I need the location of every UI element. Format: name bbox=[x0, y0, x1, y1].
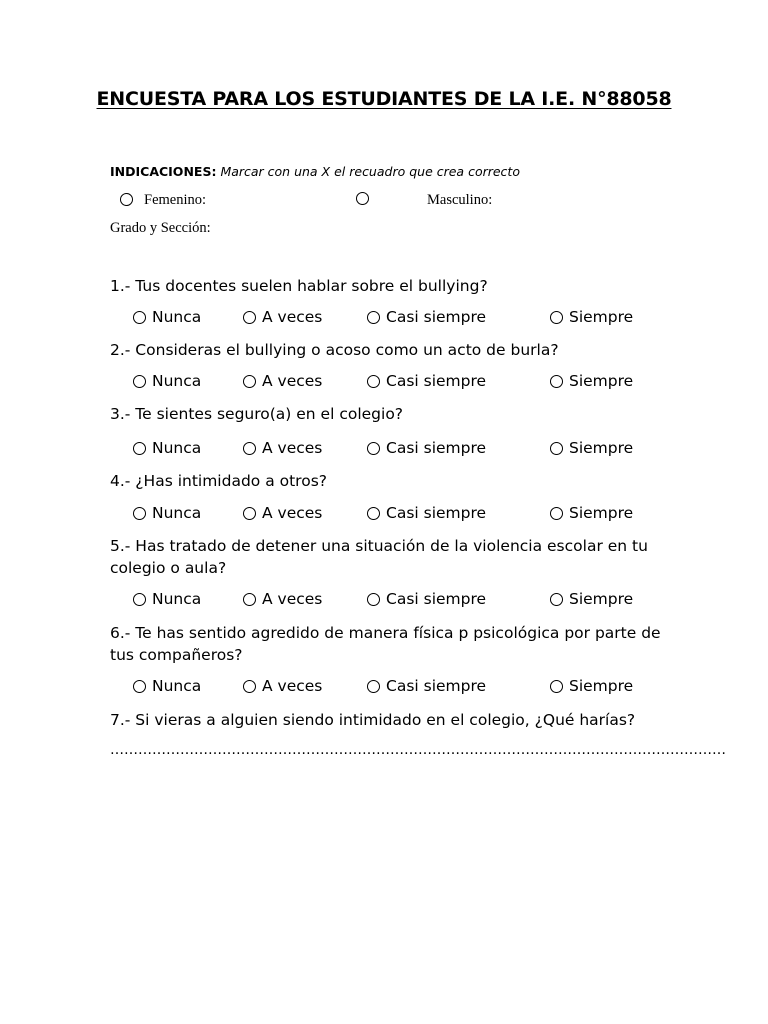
q6-option-siempre[interactable] bbox=[550, 677, 633, 695]
option-label: A veces bbox=[262, 308, 323, 326]
question-6: 6.- Te has sentido agredido de manera física p psicológica por parte de tus compañeros? bbox=[110, 624, 661, 664]
q5-option-a-veces[interactable] bbox=[243, 590, 322, 608]
q6-option-nunca[interactable] bbox=[133, 677, 201, 695]
option-label: A veces bbox=[262, 439, 323, 457]
q3-option-nunca[interactable] bbox=[133, 439, 201, 457]
radio-icon[interactable] bbox=[550, 680, 563, 693]
option-label: Siempre bbox=[569, 590, 634, 608]
radio-icon[interactable] bbox=[243, 442, 256, 455]
question-7: 7.- Si vieras a alguien siendo intimidado en el colegio, ¿Qué harías? bbox=[110, 711, 636, 729]
instructions-label: INDICACIONES: bbox=[110, 164, 217, 179]
q6-option-casi-siempre[interactable] bbox=[367, 677, 486, 695]
q1-option-a-veces[interactable] bbox=[243, 308, 322, 326]
question-3: 3.- Te sientes seguro(a) en el colegio? bbox=[110, 405, 404, 423]
option-label: Casi siempre bbox=[386, 504, 487, 522]
option-label: Casi siempre bbox=[386, 677, 487, 695]
radio-icon[interactable] bbox=[550, 507, 563, 520]
radio-icon[interactable] bbox=[133, 375, 146, 388]
q2-option-nunca[interactable] bbox=[133, 372, 201, 390]
option-label: Siempre bbox=[569, 372, 634, 390]
option-label: Casi siempre bbox=[386, 372, 487, 390]
radio-icon[interactable] bbox=[133, 311, 146, 324]
option-label: A veces bbox=[262, 504, 323, 522]
q6-option-a-veces[interactable] bbox=[243, 677, 322, 695]
q5-option-nunca[interactable] bbox=[133, 590, 201, 608]
option-label: A veces bbox=[262, 677, 323, 695]
male-label: Masculino: bbox=[427, 192, 493, 208]
radio-icon[interactable] bbox=[550, 375, 563, 388]
radio-icon[interactable] bbox=[550, 311, 563, 324]
q4-option-siempre[interactable] bbox=[550, 504, 633, 522]
question-4: 4.- ¿Has intimidado a otros? bbox=[110, 472, 327, 490]
question-5: 5.- Has tratado de detener una situación de la violencia escolar en tu colegio o aula? bbox=[110, 537, 648, 577]
radio-icon[interactable] bbox=[367, 593, 380, 606]
option-label: Nunca bbox=[152, 504, 202, 522]
q5-option-siempre[interactable] bbox=[550, 590, 633, 608]
q4-option-nunca[interactable] bbox=[133, 504, 201, 522]
grade-section-label: Grado y Sección: bbox=[110, 220, 211, 236]
radio-icon[interactable] bbox=[133, 442, 146, 455]
option-label: Casi siempre bbox=[386, 439, 487, 457]
q1-option-siempre[interactable] bbox=[550, 308, 633, 326]
question-1: 1.- Tus docentes suelen hablar sobre el bullying? bbox=[110, 277, 488, 295]
radio-icon[interactable] bbox=[133, 507, 146, 520]
option-label: Casi siempre bbox=[386, 590, 487, 608]
option-label: Nunca bbox=[152, 372, 202, 390]
radio-icon[interactable] bbox=[243, 375, 256, 388]
radio-icon[interactable] bbox=[243, 507, 256, 520]
radio-icon[interactable] bbox=[367, 442, 380, 455]
option-label: A veces bbox=[262, 590, 323, 608]
radio-icon[interactable] bbox=[243, 311, 256, 324]
option-label: Siempre bbox=[569, 439, 634, 457]
q4-option-casi-siempre[interactable] bbox=[367, 504, 486, 522]
q2-option-casi-siempre[interactable] bbox=[367, 372, 486, 390]
radio-icon[interactable] bbox=[133, 593, 146, 606]
radio-icon[interactable] bbox=[550, 593, 563, 606]
radio-icon[interactable] bbox=[550, 442, 563, 455]
instructions bbox=[110, 164, 520, 179]
radio-icon[interactable] bbox=[243, 593, 256, 606]
answer-line[interactable]: …………………………………………………………………………………………………………………… bbox=[110, 742, 726, 758]
q1-option-nunca[interactable] bbox=[133, 308, 201, 326]
q2-option-siempre[interactable] bbox=[550, 372, 633, 390]
q3-option-a-veces[interactable] bbox=[243, 439, 322, 457]
option-label: Nunca bbox=[152, 439, 202, 457]
q3-option-siempre[interactable] bbox=[550, 439, 633, 457]
q4-option-a-veces[interactable] bbox=[243, 504, 322, 522]
q2-option-a-veces[interactable] bbox=[243, 372, 322, 390]
radio-icon[interactable] bbox=[133, 680, 146, 693]
radio-icon[interactable] bbox=[367, 507, 380, 520]
question-2: 2.- Consideras el bullying o acoso como un acto de burla? bbox=[110, 341, 559, 359]
female-label: Femenino: bbox=[144, 192, 207, 208]
option-label: Siempre bbox=[569, 308, 634, 326]
q5-option-casi-siempre[interactable] bbox=[367, 590, 486, 608]
q3-option-casi-siempre[interactable] bbox=[367, 439, 486, 457]
radio-icon[interactable] bbox=[367, 311, 380, 324]
female-radio[interactable] bbox=[120, 193, 133, 206]
option-label: Nunca bbox=[152, 308, 202, 326]
instructions-text: Marcar con una X el recuadro que crea correcto bbox=[220, 164, 520, 179]
radio-icon[interactable] bbox=[243, 680, 256, 693]
option-label: Casi siempre bbox=[386, 308, 487, 326]
q1-option-casi-siempre[interactable] bbox=[367, 308, 486, 326]
option-label: Nunca bbox=[152, 590, 202, 608]
survey-title: ENCUESTA PARA LOS ESTUDIANTES DE LA I.E. N°88058 bbox=[96, 88, 672, 110]
option-label: Siempre bbox=[569, 677, 634, 695]
option-label: Nunca bbox=[152, 677, 202, 695]
option-label: Siempre bbox=[569, 504, 634, 522]
option-label: A veces bbox=[262, 372, 323, 390]
male-radio[interactable] bbox=[356, 192, 369, 205]
radio-icon[interactable] bbox=[367, 375, 380, 388]
radio-icon[interactable] bbox=[367, 680, 380, 693]
